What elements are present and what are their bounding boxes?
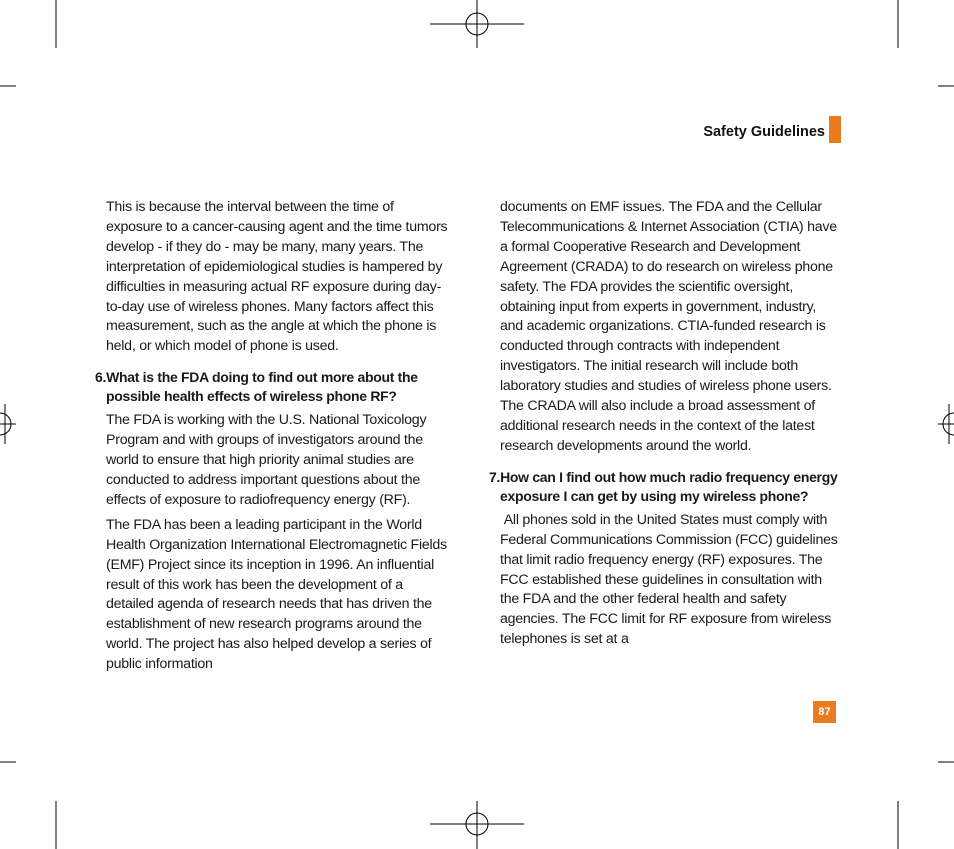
question-7-heading: 7.How can I find out how much radio frequency energy exposure I can get by using my wireless phone? (489, 468, 838, 504)
question-6-paragraph-1: The FDA is working with the U.S. National Toxicology Program and with groups of investigators around the world to ensure that high priority animal studies are conducted to address important questions about the effects of exposure to radiofrequency energy (RF). (106, 412, 427, 508)
registration-target-right (938, 404, 954, 444)
right-column (489, 198, 841, 655)
registration-target-left (0, 404, 16, 444)
question-6-paragraph-2: The FDA has been a leading participant in the World Health Organization International Electromagnetic Fields (EMF) Project since its inception in 1996. An influential result of this work has been the development of a detailed agenda of research needs that has driven the establishment of new research programs around the world. The project has also helped develop a series of public information (106, 516, 447, 673)
section-tab-marker (829, 116, 841, 143)
continued-paragraph: documents on EMF issues. The FDA and the Cellular Telecommunications & Internet Association (CTIA) have a formal Cooperative Research and Development Agreement (CRADA) to do research on wireless phone safety. The FDA provides the scientific oversight, obtaining input from experts in government, industry, and academic organizations. CTIA-funded research is conducted through contracts with independent investigators. The initial research will include both laboratory studies and studies of wireless phone users. The CRADA will also include a broad assessment of additional research needs in the context of the latest research developments around the world. (500, 199, 837, 454)
registration-target-top (430, 0, 524, 48)
left-column (95, 198, 450, 680)
section-title: Safety Guidelines (703, 124, 825, 140)
page-number-badge: 87 (813, 701, 836, 723)
question-7-paragraph-1: All phones sold in the United States must comply with Federal Communications Commission (FCC) guidelines that limit radio frequency energy (RF) exposures. The FCC established these guidelines in consultation with the FDA and the other federal health and safety agencies. The FCC limit for RF exposure from wireless telephones is set at a (500, 511, 842, 648)
registration-target-bottom (430, 801, 524, 849)
question-6-heading: 6.What is the FDA doing to find out more about the possible health effects of wireless phone RF? (95, 369, 418, 405)
intro-paragraph: This is because the interval between the time of exposure to a cancer-causing agent and the time tumors develop - if they do - may be many, many years. The interpretation of epidemiological studies is hampered by difficulties in measuring actual RF exposure during day-to-day use of wireless phones. Many factors affect this measurement, such as the angle at which the phone is held, or which model of phone is used. (106, 199, 448, 355)
